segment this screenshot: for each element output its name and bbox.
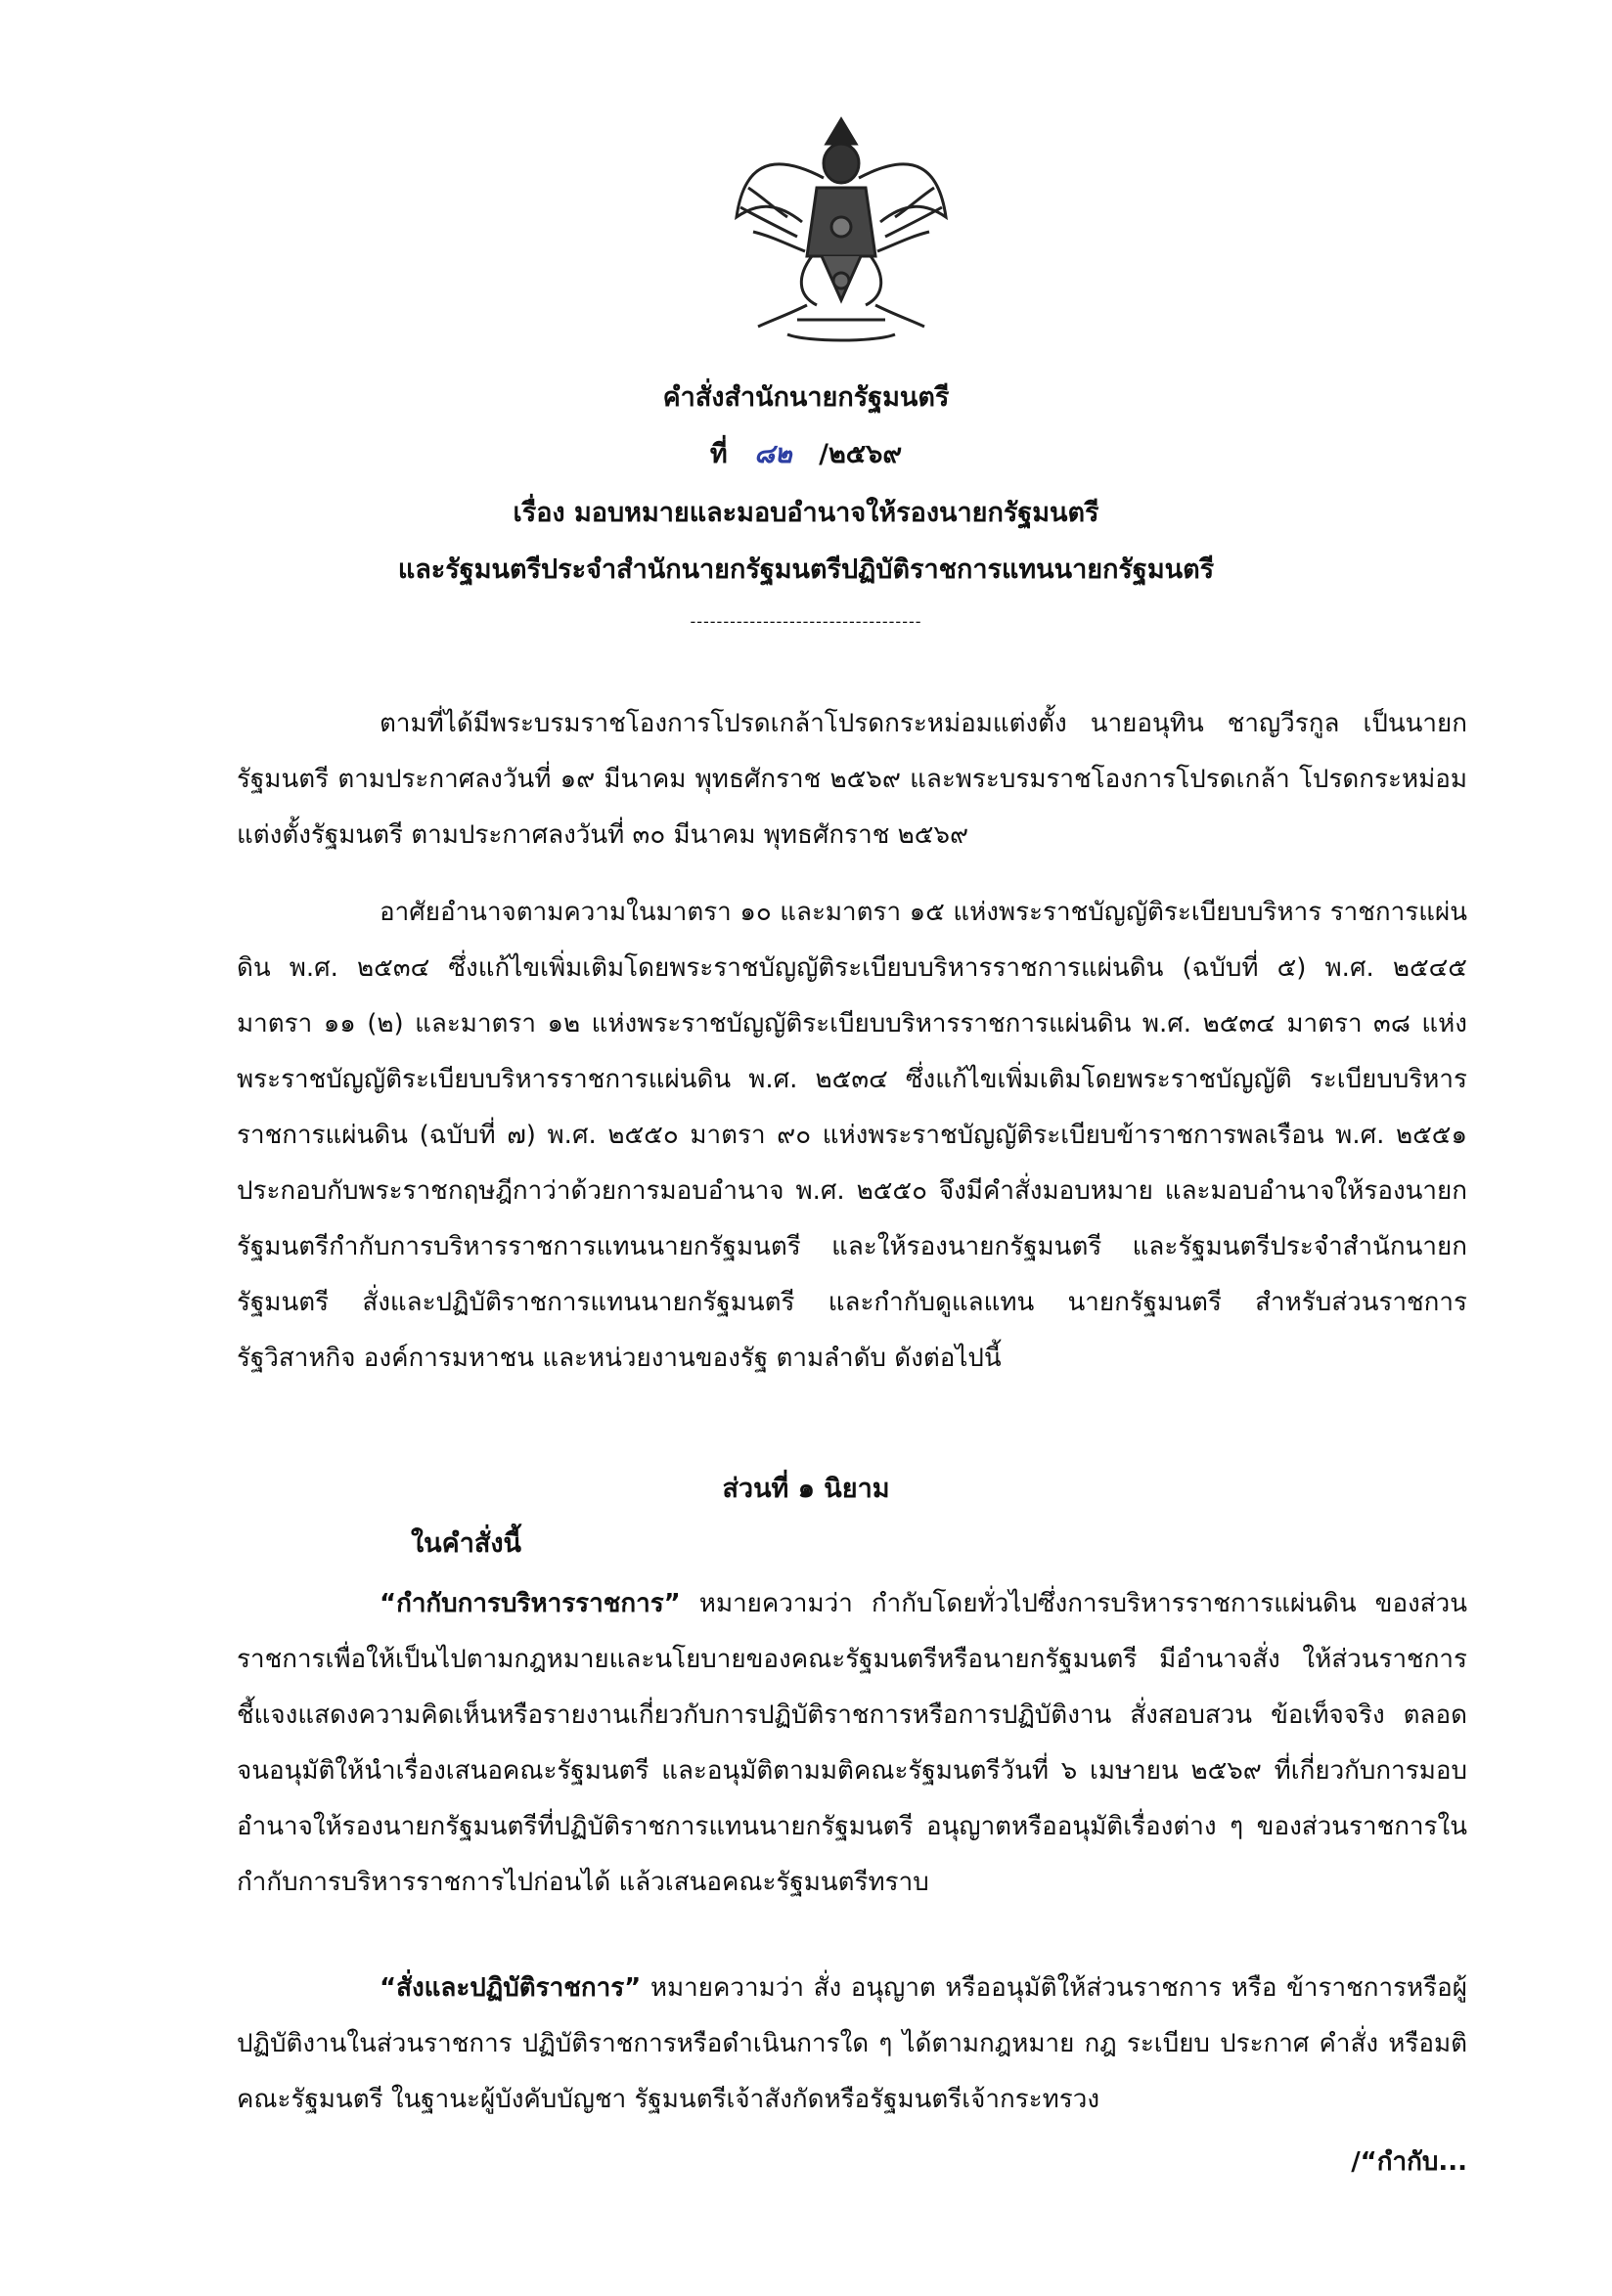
- definition-1: [237, 1576, 1467, 1911]
- section-heading: ส่วนที่ ๑ นิยาม: [722, 1474, 890, 1504]
- document-title: คำสั่งสำนักนายกรัฐมนตรี: [662, 382, 950, 413]
- order-number-line: [0, 432, 1612, 474]
- order-number: ๘๒: [754, 439, 792, 469]
- order-year: /๒๕๖๙: [819, 439, 903, 469]
- in-this-order-label: ในคำสั่งนี้: [411, 1528, 521, 1559]
- paragraph-2-text: อาศัยอำนาจตามความในมาตรา ๑๐ และมาตรา ๑๕ แห่งพระราชบัญญัติระเบียบบริหาร ราชการแผ่นดิน พ.ศ. ๒๕๓๔ ซึ่งแก้ไขเพิ่มเติมโดยพระราชบัญญัติระเบียบบริหารราชการแผ่นดิน (ฉบับที่ ๕) พ.ศ. ๒๕๔๕ มาตรา ๑๑ (๒) และมาตรา ๑๒ แห่งพระราชบัญญัติระเบียบบริหารราชการแผ่นดิน พ.ศ. ๒๕๓๔ มาตรา ๓๘ แห่งพระราชบัญญัติระเบียบบริหารราชการแผ่นดิน พ.ศ. ๒๕๓๔ ซึ่งแก้ไขเพิ่มเติมโดยพระราชบัญญัติ ระเบียบบริหารราชการแผ่นดิน (ฉบับที่ ๗) พ.ศ. ๒๕๕๐ มาตรา ๙๐ แห่งพระราชบัญญัติระเบียบข้าราชการพลเรือน พ.ศ. ๒๕๕๑ ประกอบกับพระราชกฤษฎีกาว่าด้วยการมอบอำนาจ พ.ศ. ๒๕๕๐ จึงมีคำสั่งมอบหมาย และมอบอำนาจให้รองนายกรัฐมนตรีกำกับการบริหารราชการแทนนายกรัฐมนตรี และให้รองนายกรัฐมนตรี และรัฐมนตรีประจำสำนักนายกรัฐมนตรี สั่งและปฏิบัติราชการแทนนายกรัฐมนตรี และกำกับดูแลแทน นายกรัฐมนตรี สำหรับส่วนราชการ รัฐวิสาหกิจ องค์การมหาชน และหน่วยงานของรัฐ ตามลำดับ ดังต่อไปนี้: [237, 898, 1467, 1373]
- subject-line-1: เรื่อง มอบหมายและมอบอำนาจให้รองนายกรัฐมนตรี: [513, 498, 1099, 528]
- garuda-emblem: [729, 110, 954, 349]
- paragraph-appointment: [237, 696, 1467, 863]
- definition-1-text: หมายความว่า กำกับโดยทั่วไปซึ่งการบริหารราชการแผ่นดิน ของส่วนราชการเพื่อให้เป็นไปตามกฎหมายและนโยบายของคณะรัฐมนตรีหรือนายกรัฐมนตรี มีอำนาจสั่ง ให้ส่วนราชการชี้แจงแสดงความคิดเห็นหรือรายงานเกี่ยวกับการปฏิบัติราชการหรือการปฏิบัติงาน สั่งสอบสวน ข้อเท็จจริง ตลอดจนอนุมัติให้นำเรื่องเสนอคณะรัฐมนตรี และอนุมัติตามมติคณะรัฐมนตรีวันที่ ๖ เมษายน ๒๕๖๙ ที่เกี่ยวกับการมอบอำนาจให้รองนายกรัฐมนตรีที่ปฏิบัติราชการแทนนายกรัฐมนตรี อนุญาตหรืออนุมัติเรื่องต่าง ๆ ของส่วนราชการในกำกับการบริหารราชการไปก่อนได้ แล้วเสนอคณะรัฐมนตรีทราบ: [237, 1589, 1467, 1897]
- page-continuation: /“กำกับ...: [1351, 2147, 1467, 2177]
- definition-2: [237, 1961, 1467, 2128]
- definition-2-text: หมายความว่า สั่ง อนุญาต หรืออนุมัติให้ส่วนราชการ หรือ ข้าราชการหรือผู้ปฏิบัติงานในส่วนราชการ ปฏิบัติราชการหรือดำเนินการใด ๆ ได้ตามกฎหมาย กฎ ระเบียบ ประกาศ คำสั่ง หรือมติคณะรัฐมนตรี ในฐานะผู้บังคับบัญชา รัฐมนตรีเจ้าสังกัดหรือรัฐมนตรีเจ้ากระทรวง: [237, 1973, 1467, 2114]
- definition-2-term: “สั่งและปฏิบัติราชการ”: [380, 1973, 642, 2003]
- subject-line-2: และรัฐมนตรีประจำสำนักนายกรัฐมนตรีปฏิบัติราชการแทนนายกรัฐมนตรี: [397, 554, 1215, 585]
- paragraph-1-text: ตามที่ได้มีพระบรมราชโองการโปรดเกล้าโปรดกระหม่อมแต่งตั้ง นายอนุทิน ชาญวีรกูล เป็นนายกรัฐมนตรี ตามประกาศลงวันที่ ๑๙ มีนาคม พุทธศักราช ๒๕๖๙ และพระบรมราชโองการโปรดเกล้า โปรดกระหม่อมแต่งตั้งรัฐมนตรี ตามประกาศลงวันที่ ๓๐ มีนาคม พุทธศักราช ๒๕๖๙: [237, 709, 1467, 850]
- definition-1-term: “กำกับการบริหารราชการ”: [380, 1589, 681, 1618]
- order-prefix: ที่: [709, 439, 728, 469]
- divider-line: -----------------------------------: [690, 612, 922, 631]
- paragraph-authority: [237, 885, 1467, 1387]
